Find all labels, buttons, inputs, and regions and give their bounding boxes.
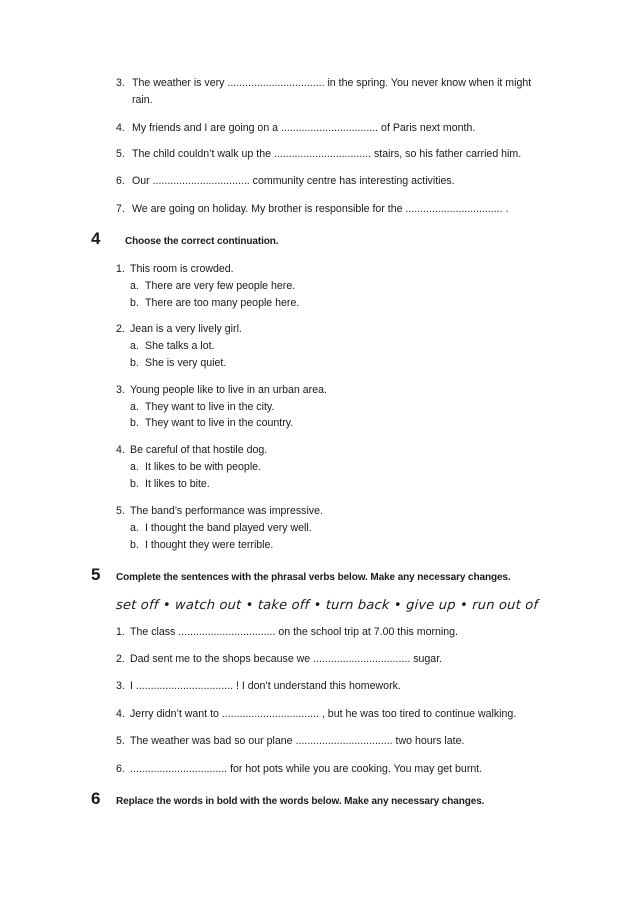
sentence-line: rain. bbox=[132, 94, 153, 106]
option-a: She talks a lot. bbox=[145, 340, 215, 352]
option-letter: b. bbox=[130, 478, 139, 490]
item-number: 2. bbox=[116, 323, 125, 335]
option-b: I thought they were terrible. bbox=[145, 539, 274, 551]
item-number: 7. bbox=[116, 203, 125, 215]
item-number: 4. bbox=[116, 444, 125, 456]
option-letter: b. bbox=[130, 417, 139, 429]
section-number: 5 bbox=[91, 565, 101, 584]
sentence-line: Jerry didn’t want to ................................. , but he was too tired to continue walking. bbox=[130, 708, 517, 720]
section-title: Replace the words in bold with the words below. Make any necessary changes. bbox=[116, 796, 485, 807]
sentence-line: Dad sent me to the shops because we ................................. sugar. bbox=[130, 653, 443, 665]
option-letter: b. bbox=[130, 357, 139, 369]
option-a: I thought the band played very well. bbox=[145, 522, 312, 534]
section-number: 4 bbox=[91, 229, 101, 248]
item-number: 2. bbox=[116, 653, 125, 665]
sentence-line: The class ................................. on the school trip at 7.00 this morning. bbox=[130, 626, 458, 638]
sentence-line: I ................................. ! I don’t understand this homework. bbox=[130, 680, 401, 692]
option-b: They want to live in the country. bbox=[145, 417, 294, 429]
option-a: They want to live in the city. bbox=[145, 401, 275, 413]
item-number: 4. bbox=[116, 708, 125, 720]
item-number: 6. bbox=[116, 763, 125, 775]
sentence-line: The weather was bad so our plane ................................. two hours late. bbox=[130, 735, 465, 747]
option-letter: a. bbox=[130, 280, 139, 292]
question-text: Jean is a very lively girl. bbox=[130, 323, 242, 335]
option-letter: a. bbox=[130, 401, 139, 413]
sentence-line: Our ................................. community centre has interesting activities. bbox=[132, 175, 455, 187]
item-number: 6. bbox=[116, 175, 125, 187]
option-letter: b. bbox=[130, 297, 139, 309]
option-letter: b. bbox=[130, 539, 139, 551]
option-letter: a. bbox=[130, 461, 139, 473]
option-a: There are very few people here. bbox=[145, 280, 296, 292]
sentence-line: The child couldn’t walk up the ................................. stairs, so his father carried him. bbox=[132, 148, 522, 160]
question-text: This room is crowded. bbox=[130, 263, 234, 275]
item-number: 5. bbox=[116, 505, 125, 517]
item-number: 3. bbox=[116, 77, 125, 89]
option-b: It likes to bite. bbox=[145, 478, 210, 490]
option-letter: a. bbox=[130, 522, 139, 534]
item-number: 4. bbox=[116, 122, 125, 134]
section-title: Complete the sentences with the phrasal verbs below. Make any necessary changes. bbox=[116, 572, 511, 583]
question-text: Be careful of that hostile dog. bbox=[130, 444, 268, 456]
option-b: There are too many people here. bbox=[145, 297, 300, 309]
item-number: 3. bbox=[116, 384, 125, 396]
sentence-line: ................................. for hot pots while you are cooking. You may get burnt. bbox=[130, 763, 483, 775]
item-number: 3. bbox=[116, 680, 125, 692]
section-number: 6 bbox=[91, 789, 101, 808]
question-text: Young people like to live in an urban area. bbox=[130, 384, 327, 396]
sentence-line: The weather is very ................................. in the spring. You never know when it might bbox=[132, 77, 532, 89]
item-number: 5. bbox=[116, 735, 125, 747]
question-text: The band’s performance was impressive. bbox=[130, 505, 323, 517]
item-number: 1. bbox=[116, 263, 125, 275]
option-letter: a. bbox=[130, 340, 139, 352]
sentence-line: My friends and I are going on a ................................. of Paris next month. bbox=[132, 122, 476, 134]
option-a: It likes to be with people. bbox=[145, 461, 262, 473]
item-number: 1. bbox=[116, 626, 125, 638]
item-number: 5. bbox=[116, 148, 125, 160]
option-b: She is very quiet. bbox=[145, 357, 227, 369]
sentence-line: We are going on holiday. My brother is responsible for the ................................. . bbox=[132, 203, 509, 215]
section-title: Choose the correct continuation. bbox=[125, 236, 279, 247]
word-bank: set off • watch out • take off • turn back • give up • run out of bbox=[115, 598, 539, 613]
